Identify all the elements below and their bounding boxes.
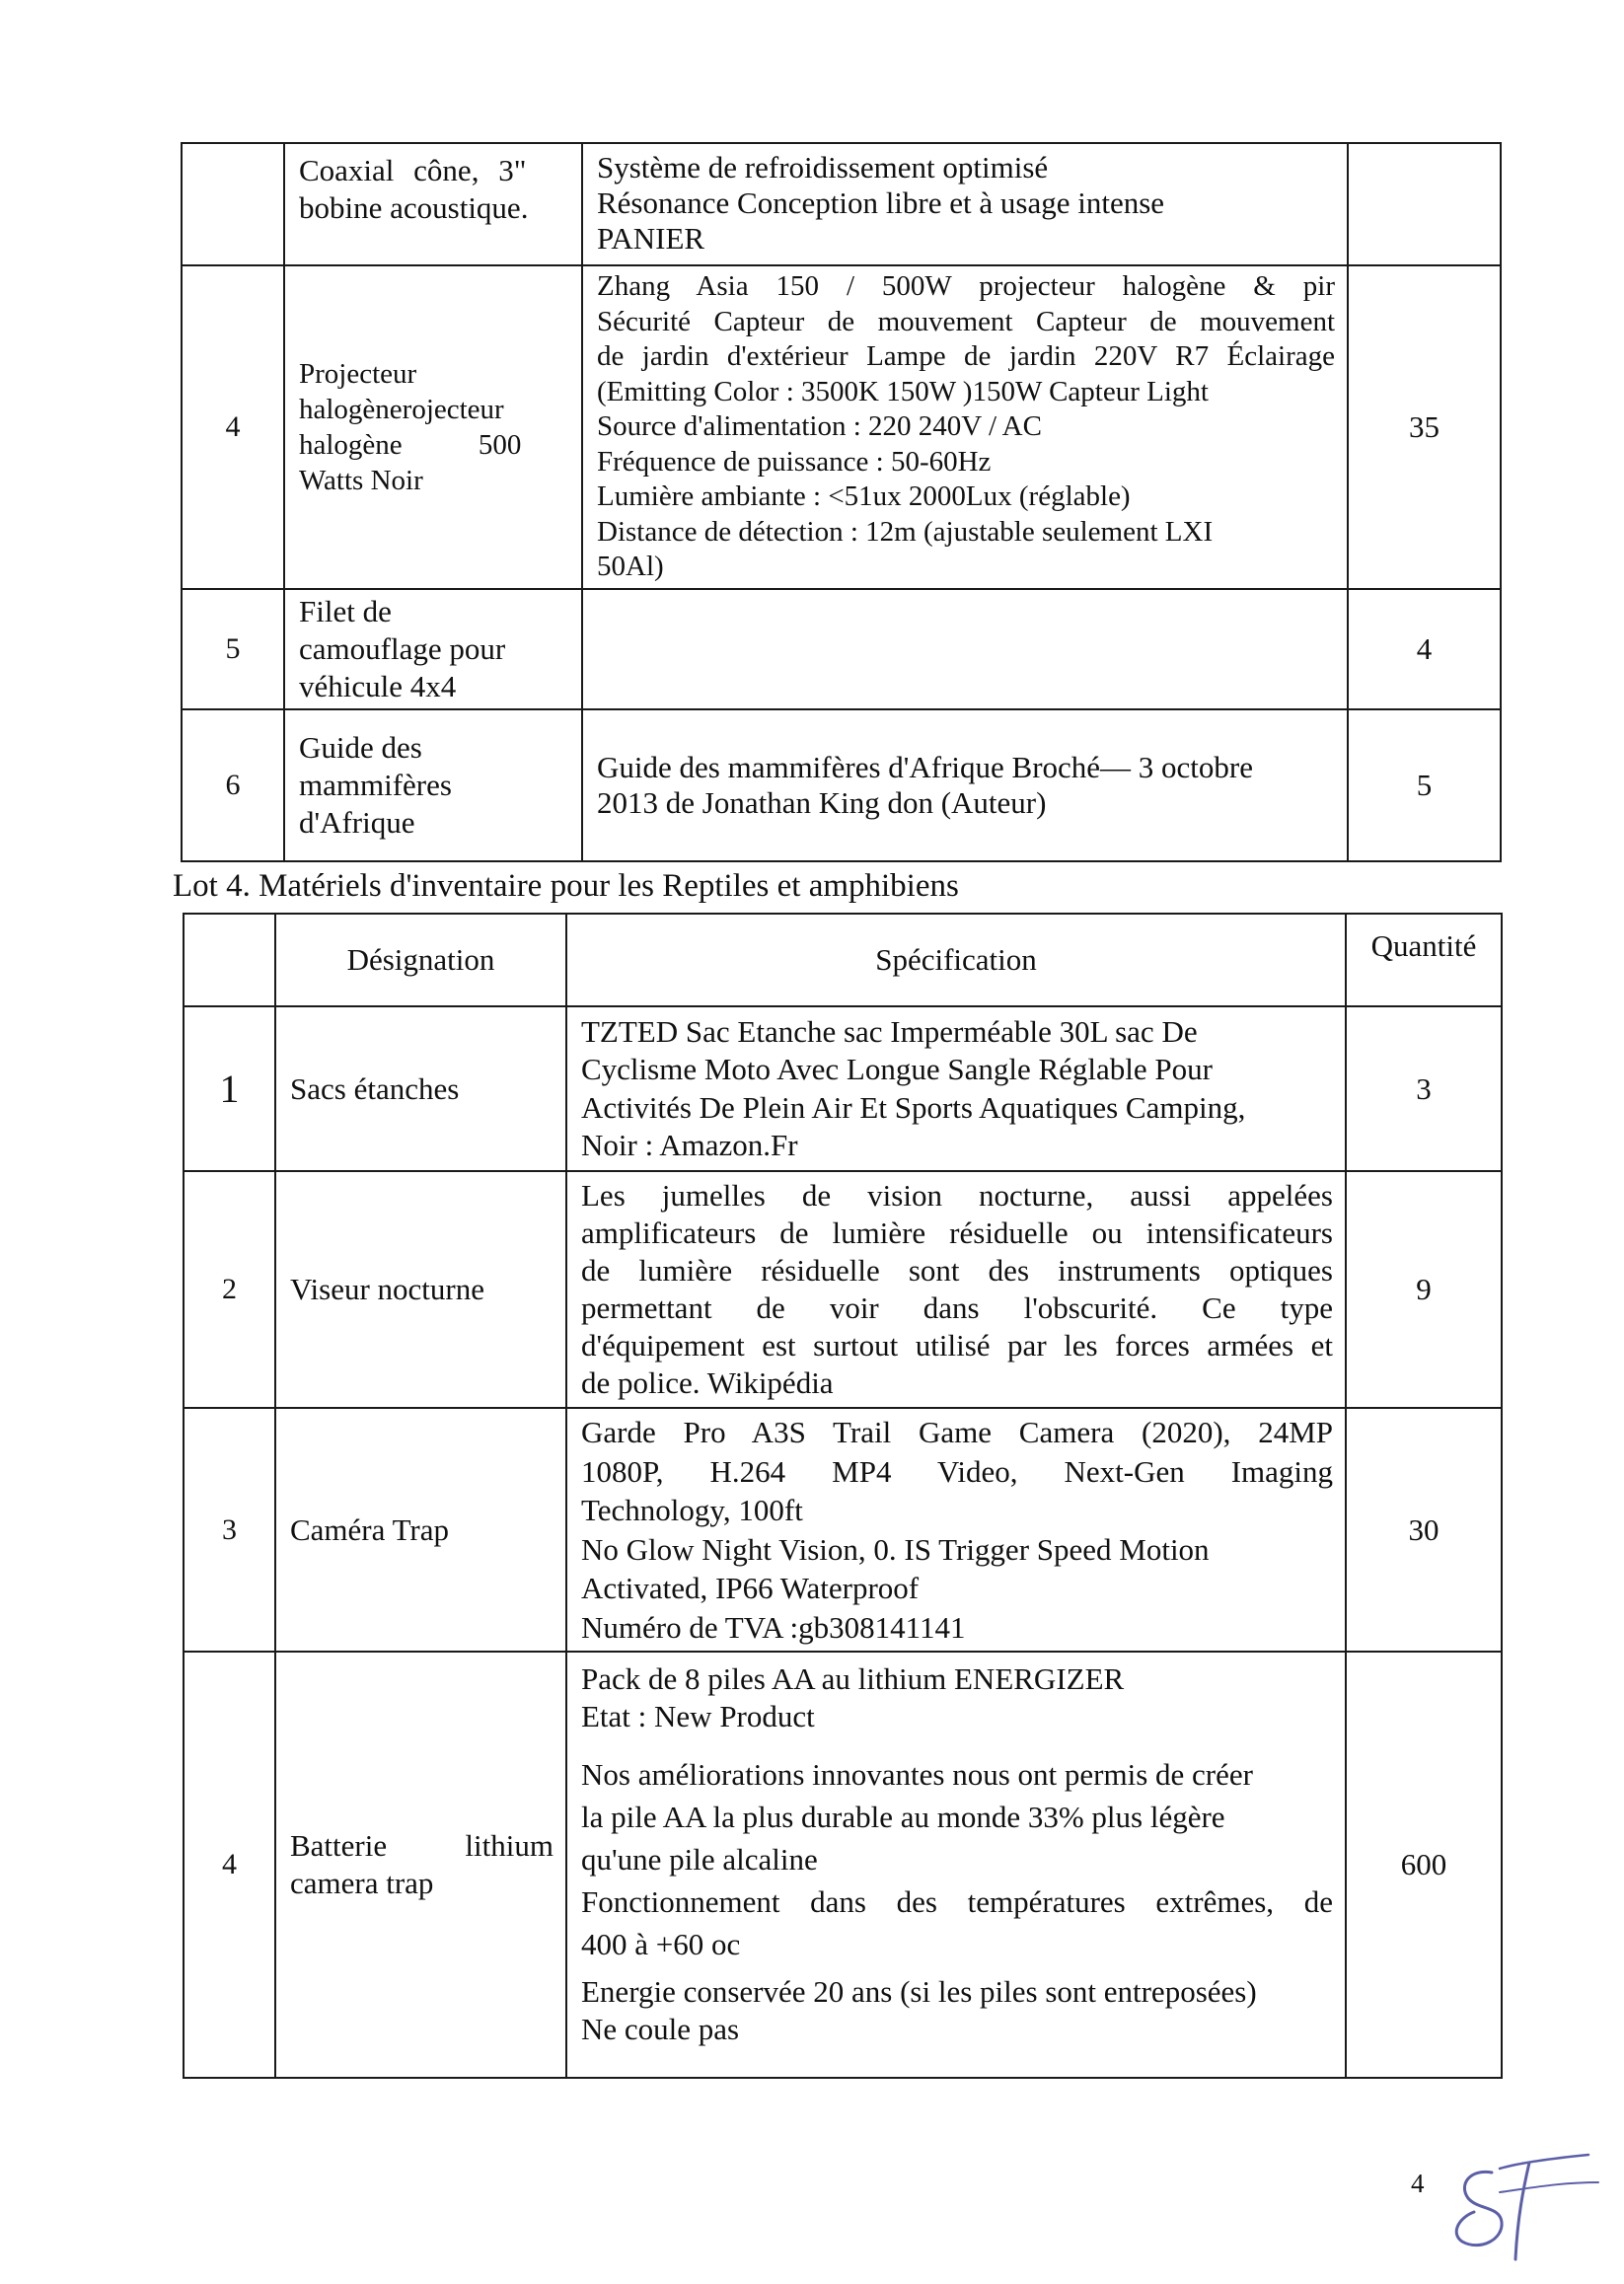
specification-cell: Les jumelles de vision nocturne, aussi appelées amplificateurs de lumière résiduelle ou intensificateurs de lumière résiduelle sont des instruments optiques permettant de voir dans l'obscurité. Ce type d'équipement est surtout utilisé par les forces armées et de police. Wikipédia — [566, 1171, 1346, 1408]
table-header-row — [184, 914, 1502, 1006]
header-designation: Désignation — [275, 914, 566, 1006]
row-number: 3 — [184, 1408, 275, 1652]
specification-cell: Système de refroidissement optimisé Résonance Conception libre et à usage intense PANIER — [582, 143, 1348, 265]
reptiles-amphibians-table — [183, 913, 1503, 2079]
handwritten-signature-icon — [1440, 2149, 1608, 2272]
page-number: 4 — [1411, 2169, 1425, 2198]
specification-cell: Pack de 8 piles AA au lithium ENERGIZER Etat : New Product Nos améliorations innovantes nous ont permis de créer la pile AA la plus durable au monde 33% plus légère qu'une pile alcaline Fonctionnement dans des températures extrêmes, de 400 à +60 oc Energie conservée 20 ans (si les piles sont entreposées) Ne coule pas — [566, 1652, 1346, 2078]
equipment-table-continued — [181, 142, 1502, 862]
specification-cell: TZTED Sac Etanche sac Imperméable 30L sac De Cyclisme Moto Avec Longue Sangle Réglable Pour Activités De Plein Air Et Sports Aquatiques Camping, Noir : Amazon.Fr — [566, 1006, 1346, 1171]
lot-4-title: Lot 4. Matériels d'inventaire pour les Reptiles et amphibiens — [173, 868, 959, 904]
specification-cell: Garde Pro A3S Trail Game Camera (2020), 24MP 1080P, H.264 MP4 Video, Next-Gen Imaging Technology, 100ft No Glow Night Vision, 0. IS Trigger Speed Motion Activated, IP66 Waterproof Numéro de TVA :gb308141141 — [566, 1408, 1346, 1652]
designation-cell: Caméra Trap — [275, 1408, 566, 1652]
quantity-cell: 35 — [1348, 265, 1501, 589]
designation-cell: Guide des mammifères d'Afrique — [284, 709, 582, 861]
row-number: 2 — [184, 1171, 275, 1408]
designation-cell: Batterie lithium camera trap — [275, 1652, 566, 2078]
quantity-cell: 9 — [1346, 1171, 1502, 1408]
table-row — [184, 1652, 1502, 2078]
designation-cell: Filet de camouflage pour véhicule 4x4 — [284, 589, 582, 709]
header-specification: Spécification — [566, 914, 1346, 1006]
specification-cell: Zhang Asia 150 / 500W projecteur halogène & pir Sécurité Capteur de mouvement Capteur de mouvement de jardin d'extérieur Lampe de jardin 220V R7 Éclairage (Emitting Color : 3500K 150W )150W Capteur Light Source d'alimentation : 220 240V / AC Fréquence de puissance : 50-60Hz Lumière ambiante : <51ux 2000Lux (réglable) Distance de détection : 12m (ajustable seulement LXI 50Al) — [582, 265, 1348, 589]
row-number: 6 — [182, 709, 284, 861]
quantity-cell: 5 — [1348, 709, 1501, 861]
designation-cell: Coaxial cône, 3" bobine acoustique. — [284, 143, 582, 265]
table-row — [184, 1408, 1502, 1652]
row-number: 4 — [182, 265, 284, 589]
designation-cell: Projecteur halogènerojecteur halogène 500 Watts Noir — [284, 265, 582, 589]
table-row — [182, 709, 1501, 861]
specification-cell — [582, 589, 1348, 709]
quantity-cell — [1348, 143, 1501, 265]
table-row — [182, 143, 1501, 265]
specification-cell: Guide des mammifères d'Afrique Broché— 3 octobre 2013 de Jonathan King don (Auteur) — [582, 709, 1348, 861]
table-row — [182, 589, 1501, 709]
quantity-cell: 4 — [1348, 589, 1501, 709]
row-number: 1 — [184, 1006, 275, 1171]
header-num — [184, 914, 275, 1006]
header-quantity: Quantité — [1346, 914, 1502, 1006]
quantity-cell: 3 — [1346, 1006, 1502, 1171]
quantity-cell: 30 — [1346, 1408, 1502, 1652]
table-row — [184, 1006, 1502, 1171]
quantity-cell: 600 — [1346, 1652, 1502, 2078]
row-number: 4 — [184, 1652, 275, 2078]
table-row — [184, 1171, 1502, 1408]
table-row — [182, 265, 1501, 589]
designation-cell: Viseur nocturne — [275, 1171, 566, 1408]
row-number — [182, 143, 284, 265]
designation-cell: Sacs étanches — [275, 1006, 566, 1171]
row-number: 5 — [182, 589, 284, 709]
